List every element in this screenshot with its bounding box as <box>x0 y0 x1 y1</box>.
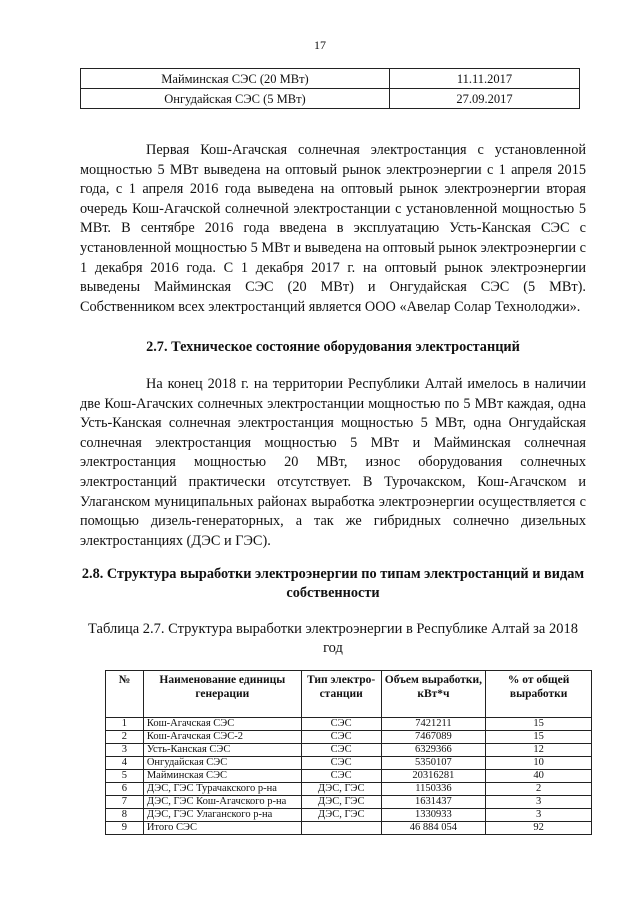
station-name: Майминская СЭС (20 МВт) <box>81 69 390 89</box>
header-output-volume: Объем выработки, кВт*ч <box>381 671 486 718</box>
table-header-row <box>106 671 592 718</box>
table-row <box>106 757 592 770</box>
table-row <box>106 796 592 809</box>
station-type: ДЭС, ГЭС <box>301 796 381 809</box>
table-row <box>106 770 592 783</box>
page-number: 17 <box>314 38 326 52</box>
unit-name: Кош-Агачская СЭС <box>143 718 301 731</box>
row-number: 1 <box>106 718 144 731</box>
output-share: 3 <box>486 796 592 809</box>
station-type: ДЭС, ГЭС <box>301 809 381 822</box>
output-share: 10 <box>486 757 592 770</box>
header-unit-name: Наименование единицы генерации <box>143 671 301 718</box>
station-type: СЭС <box>301 718 381 731</box>
table-row <box>106 718 592 731</box>
station-date: 11.11.2017 <box>390 69 580 89</box>
output-volume: 1330933 <box>381 809 486 822</box>
row-number: 2 <box>106 731 144 744</box>
output-share: 92 <box>486 822 592 835</box>
unit-name: ДЭС, ГЭС Улаганского р-на <box>143 809 301 822</box>
unit-name: ДЭС, ГЭС Кош-Агачского р-на <box>143 796 301 809</box>
output-volume: 1150336 <box>381 783 486 796</box>
output-volume: 5350107 <box>381 757 486 770</box>
row-number: 3 <box>106 744 144 757</box>
table-row <box>81 89 580 109</box>
paragraph-equipment-status: На конец 2018 г. на территории Республики Алтай имелось в наличии две Кош-Агачских солнечных электростанции мощностью по 5 МВт каждая, одна Усть-Канская солнечная электростанция мощностью 5 МВт, одна Онгудайская солнечная электростанция мощностью 5 МВт и Майминская солнечная электростанция мощностью 20 МВт, износ оборудования солнечных электростанций практически отсутствует. В Турочакском, Кош-Агачском и Улаганском муниципальных районах выработка электроэнергии осуществляется с помощью дизель-генераторных, а так же гибридных солнечно дизельных электростанциях (ДЭС и ГЭС). <box>80 376 586 549</box>
paragraph-solar-history: Первая Кош-Агачская солнечная электростанция с установленной мощностью 5 МВт выведена на оптовый рынок электроэнергии с 1 апреля 2015 года, с 1 апреля 2016 года выведена на оптовый рынок электроэнергии вторая очередь Кош-Агачской солнечной электростанции с установленной мощностью 5 МВт. В сентябре 2016 года введена в эксплуатацию Усть-Канская СЭС с установленной мощностью 5 МВт и выведена на оптовый рынок электроэнергии с 1 декабря 2016 года. С 1 декабря 2017 г. на оптовый рынок электроэнергии выведены Майминская СЭС (20 МВт) и Онгудайская СЭС (5 МВт). Собственником всех электростанций является ООО «Авелар Солар Технолоджи». <box>80 142 586 315</box>
table-row <box>106 822 592 835</box>
row-number: 8 <box>106 809 144 822</box>
output-volume: 1631437 <box>381 796 486 809</box>
output-volume: 20316281 <box>381 770 486 783</box>
table-row <box>81 69 580 89</box>
row-number: 6 <box>106 783 144 796</box>
row-number: 4 <box>106 757 144 770</box>
header-number: № <box>106 671 144 718</box>
station-type: СЭС <box>301 757 381 770</box>
row-number: 7 <box>106 796 144 809</box>
row-number: 5 <box>106 770 144 783</box>
table-row <box>106 783 592 796</box>
station-type: СЭС <box>301 770 381 783</box>
output-share: 15 <box>486 731 592 744</box>
output-volume: 6329366 <box>381 744 486 757</box>
output-volume: 7421211 <box>381 718 486 731</box>
output-share: 15 <box>486 718 592 731</box>
unit-name: ДЭС, ГЭС Турачакского р-на <box>143 783 301 796</box>
table-row <box>106 744 592 757</box>
output-volume: 7467089 <box>381 731 486 744</box>
output-volume: 46 884 054 <box>381 822 486 835</box>
commissioning-table <box>80 68 580 109</box>
unit-name: Усть-Канская СЭС <box>143 744 301 757</box>
station-type <box>301 822 381 835</box>
output-share: 40 <box>486 770 592 783</box>
station-name: Онгудайская СЭС (5 МВт) <box>81 89 390 109</box>
section-heading-2-7: 2.7. Техническое состояние оборудования электростанций <box>146 339 520 355</box>
unit-name: Итого СЭС <box>143 822 301 835</box>
unit-name: Онгудайская СЭС <box>143 757 301 770</box>
header-output-share: % от общей выработки <box>486 671 592 718</box>
station-type: СЭС <box>301 731 381 744</box>
station-type: СЭС <box>301 744 381 757</box>
station-date: 27.09.2017 <box>390 89 580 109</box>
output-share: 2 <box>486 783 592 796</box>
unit-name: Кош-Агачская СЭС-2 <box>143 731 301 744</box>
table-caption: Таблица 2.7. Структура выработки электроэнергии в Республике Алтай за 2018 год <box>88 621 578 656</box>
table-row <box>106 809 592 822</box>
generation-structure-table <box>105 670 592 835</box>
section-heading-2-8: 2.8. Структура выработки электроэнергии по типам электростанций и видам собственности <box>81 566 585 601</box>
table-row <box>106 731 592 744</box>
station-type: ДЭС, ГЭС <box>301 783 381 796</box>
output-share: 12 <box>486 744 592 757</box>
row-number: 9 <box>106 822 144 835</box>
header-station-type: Тип электро-станции <box>301 671 381 718</box>
unit-name: Майминская СЭС <box>143 770 301 783</box>
output-share: 3 <box>486 809 592 822</box>
